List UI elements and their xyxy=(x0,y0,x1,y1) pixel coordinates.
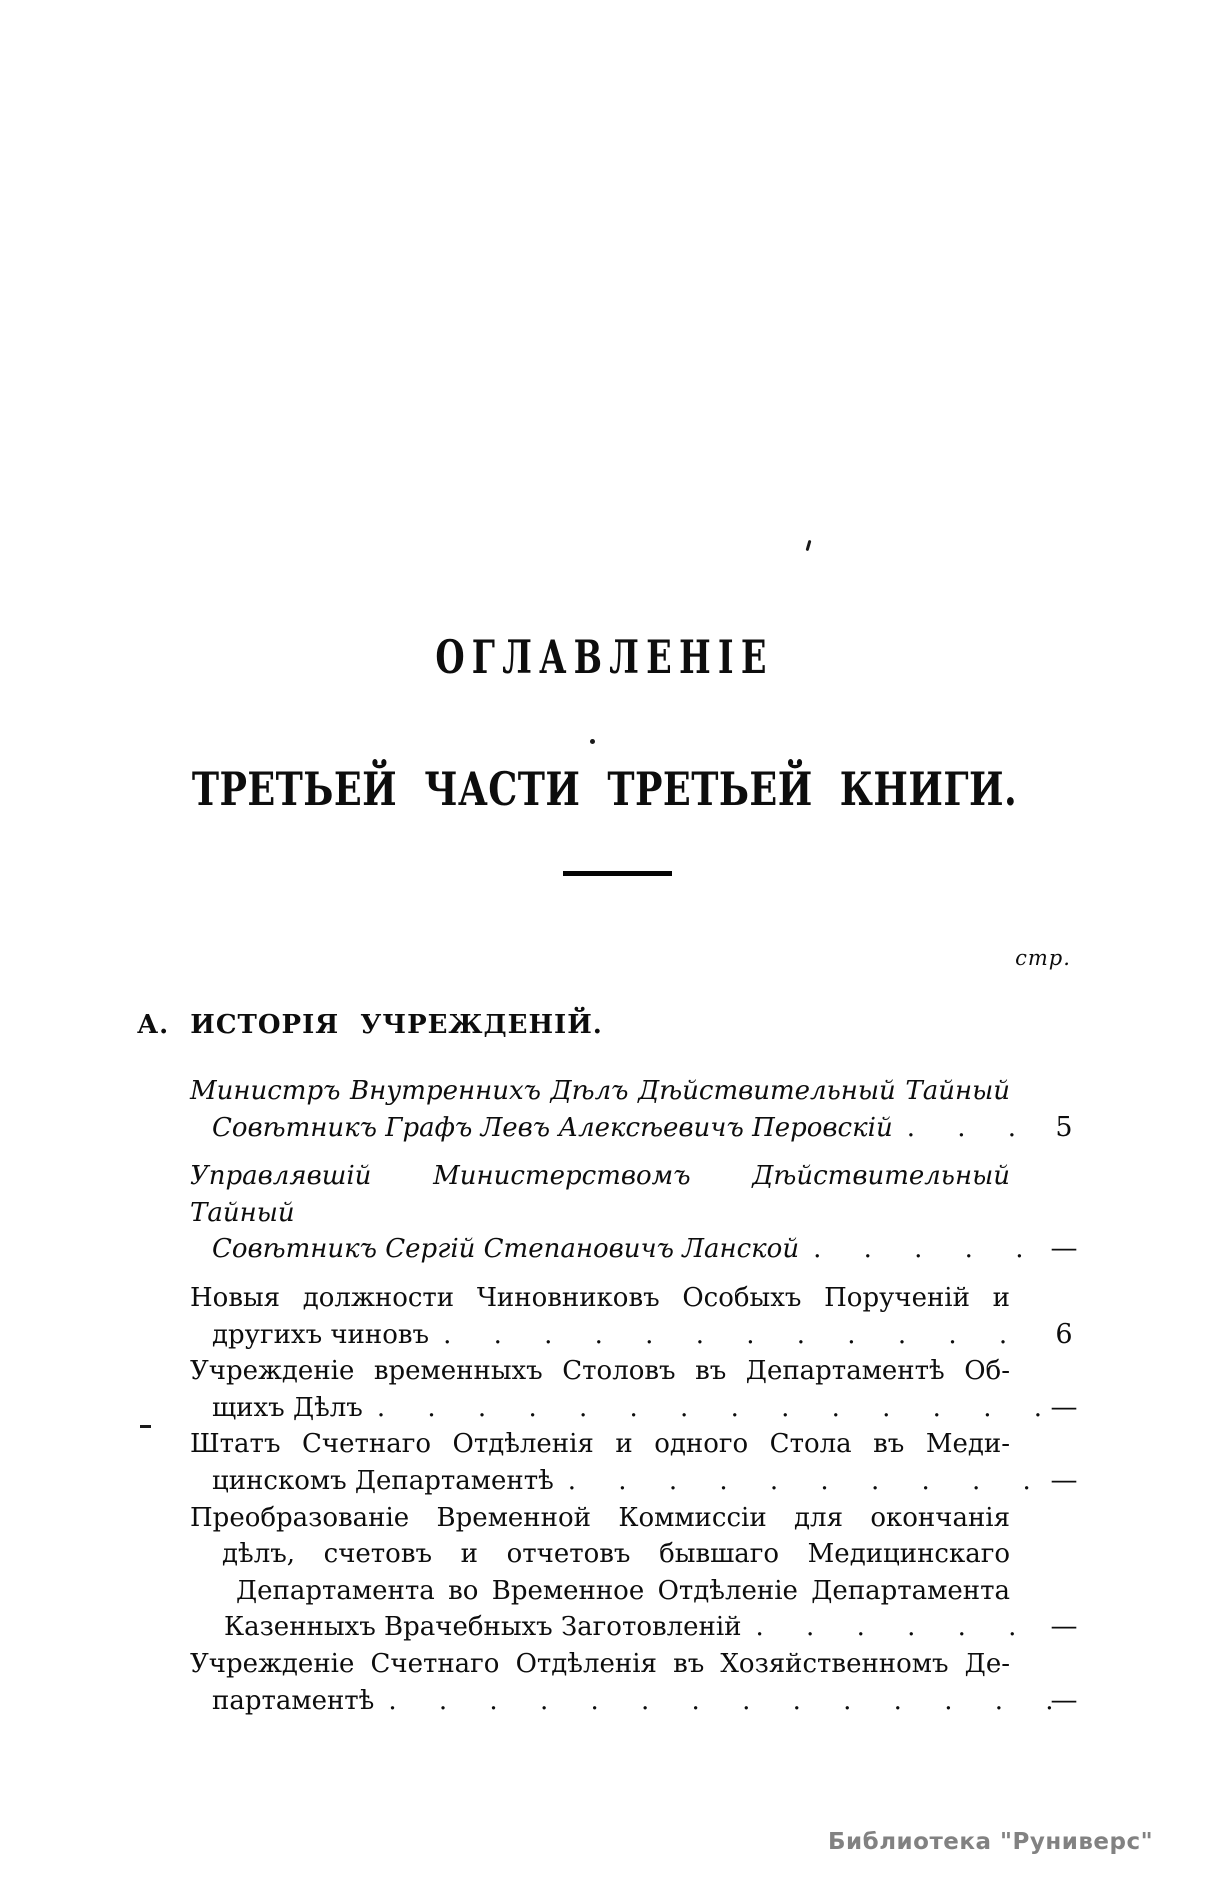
dot-leader: . . . . . . . . . . xyxy=(567,1465,1031,1496)
toc-entry xyxy=(190,1426,1078,1499)
page-title: ОГЛАВЛЕНІЕ xyxy=(435,630,774,684)
toc-list xyxy=(190,1073,1078,1719)
page-column-label: стр. xyxy=(1015,946,1071,970)
toc-entry-line xyxy=(190,1110,1017,1147)
toc-entry xyxy=(190,1500,1078,1646)
toc-page-number: 6 xyxy=(1055,1318,1073,1350)
toc-entry-text: Совѣтникъ Графъ Левъ Алексѣевичъ Перовскій xyxy=(212,1112,893,1143)
toc-entry xyxy=(190,1280,1073,1353)
book-subtitle: ТРЕТЬЕЙ ЧАСТИ ТРЕТЬЕЙ КНИГИ. xyxy=(191,762,1018,816)
dot-leader: . . . . . . xyxy=(755,1612,1017,1643)
toc-entry-line: Управлявшій Министерствомъ Дѣйствительный Тайный xyxy=(190,1161,1010,1228)
toc-entry xyxy=(190,1073,1073,1146)
toc-entry-line: Учрежденіе Счетнаго Отдѣленія въ Хозяйственномъ Де- xyxy=(190,1648,1010,1679)
dot-leader: . . . . . . . . . . . . . . xyxy=(388,1685,1054,1716)
toc-entry-line xyxy=(190,1317,1010,1354)
toc-entry-line: Учрежденіе временныхъ Столовъ въ Департаментѣ Об- xyxy=(190,1356,1010,1387)
toc-page-number: — xyxy=(1050,1611,1078,1643)
toc-entry-text: Совѣтникъ Сергій Степановичъ Ланской xyxy=(212,1234,800,1265)
toc-entry-line xyxy=(190,1683,1054,1720)
scan-speck xyxy=(590,739,595,744)
toc-entry-line: дѣлъ, счетовъ и отчетовъ бывшаго Медицинскаго xyxy=(222,1539,1010,1570)
toc-entry-text: Казенныхъ Врачебныхъ Заготовленій xyxy=(224,1612,742,1643)
toc-entry-line xyxy=(190,1609,1017,1646)
toc-page-number: — xyxy=(1050,1464,1078,1496)
toc-page-number: — xyxy=(1050,1233,1078,1265)
runivers-watermark: Библиотека "Руниверс" xyxy=(828,1829,1154,1855)
divider-rule xyxy=(563,871,672,876)
toc-page-number: 5 xyxy=(1055,1111,1073,1143)
toc-entry-text: партаментѣ xyxy=(212,1685,375,1716)
dot-leader: . . . . . xyxy=(813,1234,1024,1265)
dot-leader: . . . . . . . . . . . . xyxy=(443,1319,1008,1350)
toc-entry-line xyxy=(190,1390,1043,1427)
toc-entry-line: Штатъ Счетнаго Отдѣленія и одного Стола въ Меди- xyxy=(190,1429,1010,1460)
toc-entry-line xyxy=(190,1463,1031,1500)
toc-entry xyxy=(190,1646,1078,1719)
dot-leader: . . . xyxy=(906,1112,1017,1143)
toc-entry xyxy=(190,1353,1078,1426)
toc-entry-line: Преобразованіе Временной Коммиссіи для окончанія xyxy=(190,1502,1010,1533)
toc-entry-line: Департамента во Временное Отдѣленіе Департамента xyxy=(236,1575,1010,1606)
toc-page-number: — xyxy=(1050,1684,1078,1716)
toc-entry-text: щихъ Дѣлъ xyxy=(212,1392,363,1423)
toc-entry-line xyxy=(190,1231,1024,1268)
scan-speck xyxy=(806,540,812,551)
toc-entry-line: Новыя должности Чиновниковъ Особыхъ Порученій и xyxy=(190,1282,1010,1313)
toc-entry-text: цинскомъ Департаментѣ xyxy=(212,1465,554,1496)
toc-entry-line: Министръ Внутреннихъ Дѣлъ Дѣйствительный Тайный xyxy=(190,1076,1010,1106)
scan-speck xyxy=(140,1425,151,1428)
toc-entry-text: другихъ чиновъ xyxy=(212,1319,430,1350)
toc-page-number: — xyxy=(1050,1391,1078,1423)
toc-entry xyxy=(190,1158,1078,1268)
dot-leader: . . . . . . . . . . . . . . xyxy=(376,1392,1043,1423)
section-heading: А. ИСТОРІЯ УЧРЕЖДЕНІЙ. xyxy=(137,1010,603,1040)
